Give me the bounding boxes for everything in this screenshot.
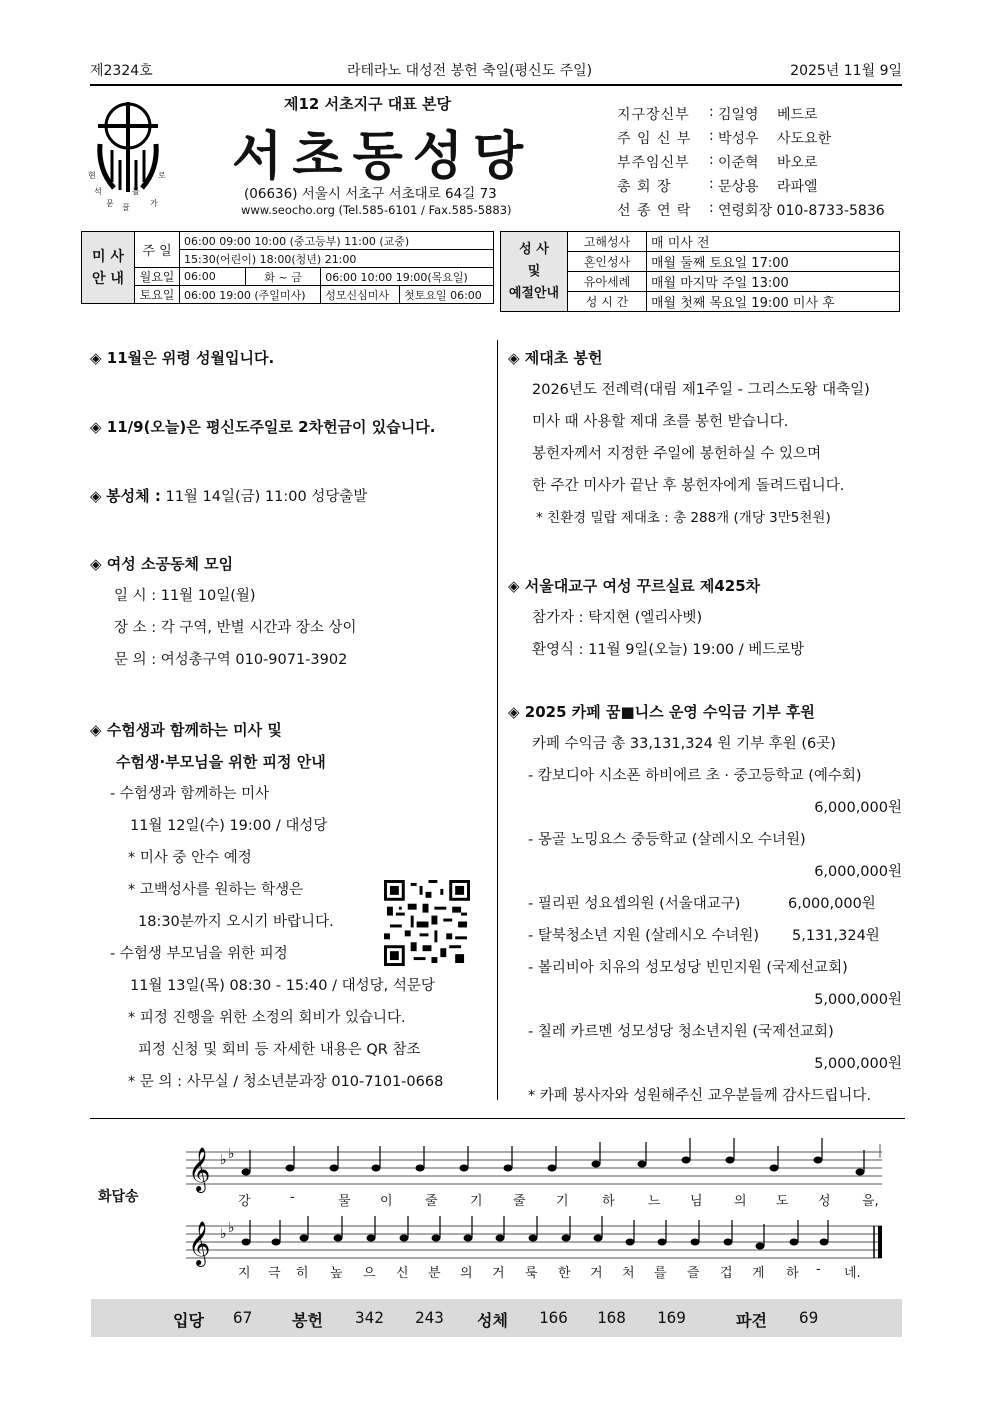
note-head	[504, 1165, 513, 1172]
note-head	[814, 1157, 823, 1164]
staff-role: 지구장신부	[617, 107, 690, 123]
weekday-monday-time: 06:00	[180, 268, 246, 286]
staff-role: 부주임신부	[617, 155, 690, 171]
lyric-syllable: 겁	[720, 1266, 733, 1281]
parish-address: (06636) 서울시 서초구 서초대로 64길 73	[244, 186, 497, 202]
staff-role: 선 종 연 락	[617, 203, 692, 219]
notice-communion: ◈ 봉성체 : 11월 14일(금) 11:00 성당출발	[90, 487, 368, 505]
staff-extra: 라파엘	[777, 179, 818, 195]
lyric-syllable: 한	[558, 1266, 571, 1281]
note-head	[400, 1235, 409, 1242]
note-head	[724, 1239, 733, 1246]
lyric-syllable: 분	[428, 1266, 441, 1281]
note-head	[626, 1239, 635, 1246]
parish-website: www.seocho.org (Tel.585-6101 / Fax.585-5883)	[241, 203, 512, 217]
note-head	[242, 1239, 251, 1246]
notice-exam-mass: ◈ 수험생과 함께하는 미사 및 수험생·부모님을 위한 피정 안내 - 수험생과 함께하는 미사 11월 12일(수) 19:00 / 대성당 * 미사 중 안수 예정 * 고백성사를 원하는 학생은 18:30분까지 오시기 바랍니다. - 수험생 부모님을 위한 피정 11월 13일(목) 08:30 - 15:40 / 대성당, 석문당 * 피정 진행을 위한 소정의 회비가 있습니다. 피정 신청 및 회비 등 자세한 내용은 QR 참조 * 문 의 : 사무실 / 청소년분과장 010-7101-0668	[90, 721, 444, 1090]
note-head	[562, 1235, 571, 1242]
staff-role: 총 회 장	[617, 179, 672, 195]
svg-text:♭: ♭	[228, 1146, 235, 1162]
saturday-marian: 성모신심미사	[321, 286, 400, 304]
note-head	[416, 1165, 425, 1172]
mass-label: 미 사 안 내	[82, 232, 135, 304]
lyric-syllable: 의	[734, 1194, 747, 1209]
sacrament-value: 매월 첫째 목요일 19:00 미사 후	[647, 292, 900, 312]
sacrament-label: 성 사 및 예절안내	[501, 232, 568, 312]
notice-cursillo: ◈ 서울대교구 여성 꾸르실료 제425차 참가자 : 탁지현 (엘리사벳) 환영식 : 11월 9일(오늘) 19:00 / 베드로방	[508, 577, 805, 658]
lyric-syllable: 거	[492, 1266, 505, 1281]
notice-cafe-donation: ◈ 2025 카페 꿈■니스 운영 수익금 기부 후원 카페 수익금 총 33,131,324 원 기부 후원 (6곳) - 캄보디아 시소폰 하비에르 초 · 중고등학교 (예수회) 6,000,000원 - 몽골 노밍요스 중등학교 (살레시오 수녀원) 6,000,000원 - 필리핀 성요셉의원 (서울대교구) 6,000,000원 - 탈북청소년 지원 (살레시오 수녀원) 5,131,324원 - 볼리비아 치유의 성모성당 빈민지원 (국제선교회) 5,000,000원 - 칠레 카르멘 성모성당 청소년지원 (국제선교회) 5,000,000원 * 카페 봉사자와 성원해주신 교우분들께 감사드립니다.	[508, 703, 902, 1104]
note-head	[592, 1161, 601, 1168]
note-head	[548, 1165, 557, 1172]
note-head	[529, 1235, 538, 1242]
svg-text:♭: ♭	[228, 1220, 235, 1236]
sunday-times-1: 06:00 09:00 10:00 (중고등부) 11:00 (교중)	[180, 232, 494, 250]
lyric-syllable: -	[816, 1262, 821, 1277]
column-divider	[497, 340, 498, 1100]
lyric-syllable: 거	[590, 1266, 603, 1281]
lyric-syllable: 즐	[687, 1266, 700, 1281]
note-head	[682, 1157, 691, 1164]
weekday-tue-fri: 화 ~ 금	[245, 268, 320, 286]
notice-laity-sunday: ◈ 11/9(오늘)은 평신도주일로 2차헌금이 있습니다.	[90, 418, 436, 436]
lyric-syllable: 를	[654, 1266, 667, 1281]
lyric-syllable: 하	[602, 1194, 615, 1209]
lyric-syllable: -	[290, 1190, 295, 1205]
saturday-time: 06:00 19:00 (주일미사)	[180, 286, 321, 304]
lyric-syllable: 도	[776, 1194, 789, 1209]
lyric-syllable: 줄	[425, 1194, 438, 1209]
lyric-syllable: 지	[238, 1266, 251, 1281]
weekday-monday: 월요일	[135, 268, 180, 286]
note-head	[464, 1235, 473, 1242]
svg-text:♭: ♭	[220, 1152, 227, 1168]
note-head	[367, 1235, 376, 1242]
sacrament-value: 매월 둘째 토요일 17:00	[647, 252, 900, 272]
sacrament-name: 고해성사	[568, 232, 647, 252]
logo-char-7: 꿀	[122, 203, 130, 212]
logo-char-2: 로	[158, 171, 166, 180]
lyric-syllable: 물	[338, 1194, 351, 1209]
svg-text:♭: ♭	[220, 1226, 227, 1242]
sacrament-value: 매 미사 전	[647, 232, 900, 252]
lyric-syllable: 히	[296, 1266, 309, 1281]
lyric-syllable: 님	[690, 1194, 703, 1209]
note-head	[272, 1239, 281, 1246]
lyric-syllable: 기	[470, 1194, 483, 1209]
svg-text:𝄞: 𝄞	[188, 1221, 211, 1265]
note-head	[330, 1165, 339, 1172]
hymn-label-communion: 성체	[477, 1311, 508, 1330]
lyric-syllable: 느	[648, 1194, 661, 1209]
hymn-number: 166	[539, 1308, 568, 1327]
diamond-icon: ◈	[508, 349, 520, 367]
saturday-label: 토요일	[135, 286, 180, 304]
note-head	[286, 1165, 295, 1172]
title-subtitle: 제12 서초지구 대표 본당	[284, 95, 451, 113]
sacrament-name: 성 시 간	[568, 292, 647, 312]
lyric-syllable: 처	[622, 1266, 635, 1281]
hymn-label-entrance: 입당	[173, 1311, 204, 1330]
note-head	[460, 1165, 469, 1172]
parish-logo-icon	[90, 100, 172, 212]
logo-char-5: 문	[106, 199, 114, 208]
lyric-syllable: 줄	[513, 1194, 526, 1209]
note-head	[820, 1239, 829, 1246]
sacrament-name: 혼인성사	[568, 252, 647, 272]
staff-name: 이준혁	[718, 155, 759, 171]
staff-name: 문상용	[718, 179, 759, 195]
lyric-syllable: 성	[818, 1194, 831, 1209]
note-head	[856, 1169, 865, 1176]
hymn-number: 168	[597, 1308, 626, 1327]
weekday-tue-fri-time: 06:00 10:00 19:00(목요일)	[321, 268, 494, 286]
notice-november: ◈ 11월은 위령 성월입니다.	[90, 349, 275, 367]
hymn-number-bar	[91, 1299, 902, 1337]
logo-char-1: 현	[88, 171, 96, 180]
notice-altar-candle: ◈ 제대초 봉헌 2026년도 전례력(대림 제1주일 - 그리스도왕 대축일) 미사 때 사용할 제대 초를 봉헌 받습니다. 봉헌자께서 지정한 주일에 봉헌하실 수 있으며 한 주간 미사가 끝난 후 봉헌자에게 돌려드립니다. * 친환경 밀랍 제대초 : 총 288개 (개당 3만5천원)	[508, 349, 870, 526]
diamond-icon: ◈	[90, 721, 102, 739]
note-head	[300, 1235, 309, 1242]
lyric-syllable: 하	[786, 1266, 799, 1281]
staff-role: 주 임 신 부	[617, 131, 692, 147]
feast-title: 라테라노 대성전 봉헌 축일(평신도 주일)	[347, 63, 593, 79]
sacrament-table	[500, 231, 900, 312]
logo-char-3: 석	[94, 187, 102, 196]
diamond-icon: ◈	[90, 555, 102, 573]
note-head	[790, 1239, 799, 1246]
lyric-syllable: 강	[238, 1194, 251, 1209]
sacrament-value: 매월 마지막 주일 13:00	[647, 272, 900, 292]
diamond-icon: ◈	[90, 418, 102, 436]
diamond-icon: ◈	[508, 577, 520, 595]
lyric-syllable: 룩	[525, 1266, 538, 1281]
parish-name: 서초동성당	[232, 126, 534, 187]
logo-char-6: 가	[150, 199, 158, 208]
note-head	[334, 1235, 343, 1242]
hymn-number: 67	[233, 1308, 253, 1327]
staff-extra: 베드로	[777, 107, 818, 123]
lyric-syllable: 의	[460, 1266, 473, 1281]
qr-code-icon[interactable]	[384, 880, 470, 966]
sunday-label: 주 일	[135, 232, 180, 268]
staff-name: 박성우	[718, 131, 759, 147]
note-head	[638, 1161, 647, 1168]
hymn-number: 169	[657, 1308, 686, 1327]
note-head	[372, 1165, 381, 1172]
diamond-icon: ◈	[90, 349, 102, 367]
hymn-label-offertory: 봉헌	[292, 1311, 323, 1330]
note-head	[691, 1239, 700, 1246]
issue-number: 제2324호	[90, 63, 153, 79]
note-head	[594, 1235, 603, 1242]
lyric-syllable: 네.	[844, 1266, 861, 1281]
notice-women-group: ◈ 여성 소공동체 모임 일 시 : 11월 10일(월) 장 소 : 각 구역, 반별 시간과 장소 상이 문 의 : 여성총구역 010-9071-3902	[90, 555, 357, 668]
staff-name: 연령회장 010-8733-5836	[718, 203, 885, 219]
diamond-icon: ◈	[508, 703, 520, 721]
hymn-number: 243	[415, 1308, 444, 1327]
psalm-staff-1	[186, 1138, 886, 1198]
lyric-syllable: 높	[330, 1266, 343, 1281]
hymn-label-recessional: 파견	[736, 1311, 767, 1330]
lyric-syllable: 신	[396, 1266, 409, 1281]
diamond-icon: ◈	[90, 487, 102, 505]
logo-char-4: 틀	[132, 187, 140, 196]
mass-schedule-table	[81, 231, 494, 304]
lyric-syllable: 게	[752, 1266, 765, 1281]
psalm-label: 화답송	[98, 1189, 139, 1205]
note-head	[726, 1157, 735, 1164]
hymn-number: 69	[799, 1308, 819, 1327]
lyric-syllable: 으	[363, 1266, 376, 1281]
sacrament-name: 유아세례	[568, 272, 647, 292]
issue-date: 2025년 11월 9일	[790, 63, 902, 79]
lyric-syllable: 이	[380, 1194, 393, 1209]
staff-extra: 사도요한	[777, 131, 832, 147]
note-head	[756, 1243, 765, 1250]
staff-name: 김일영	[718, 107, 759, 123]
lyric-syllable: 을,	[862, 1194, 879, 1209]
psalm-rule	[90, 1118, 905, 1119]
saturday-first: 첫토요일 06:00	[400, 286, 494, 304]
staff-extra: 바오로	[777, 155, 818, 171]
lyric-syllable: 극	[268, 1266, 281, 1281]
note-head	[242, 1169, 251, 1176]
svg-text:𝄞: 𝄞	[188, 1147, 211, 1191]
note-head	[658, 1239, 667, 1246]
lyric-syllable: 기	[556, 1194, 569, 1209]
top-rule	[90, 84, 902, 86]
hymn-number: 342	[355, 1308, 384, 1327]
sunday-times-2: 15:30(어린이) 18:00(청년) 21:00	[180, 250, 494, 268]
note-head	[770, 1165, 779, 1172]
note-head	[432, 1235, 441, 1242]
note-head	[496, 1235, 505, 1242]
